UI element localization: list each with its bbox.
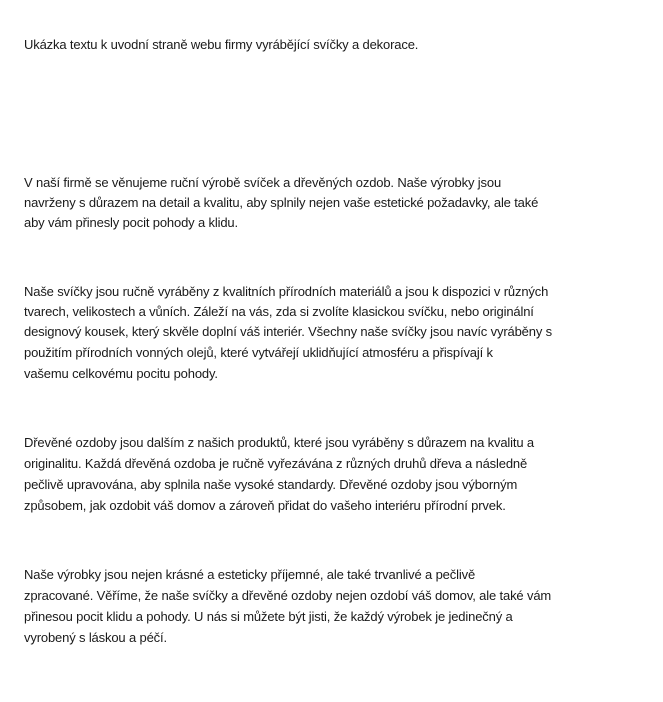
- paragraph-line: pečlivě upravována, aby splnila naše vysoké standardy. Dřevěné ozdoby jsou výborným: [24, 477, 518, 492]
- paragraph-line: způsobem, jak ozdobit váš domov a zároveň přidat do vašeho interiéru přírodní prvek.: [24, 498, 506, 513]
- paragraph-line: Dřevěné ozdoby jsou dalším z našich produktů, které jsou vyráběny s důrazem na kvalitu a: [24, 435, 534, 450]
- paragraph-line: tvarech, velikostech a vůních. Záleží na vás, zda si zvolíte klasickou svíčku, nebo originální: [24, 304, 534, 319]
- paragraph-line: designový kousek, který skvěle doplní váš interiér. Všechny naše svíčky jsou navíc vyráběny s: [24, 324, 552, 339]
- paragraph-line: vašemu celkovému pocitu pohody.: [24, 366, 218, 381]
- paragraph-line: Naše svíčky jsou ručně vyráběny z kvalitních přírodních materiálů a jsou k dispozici v různých: [24, 284, 549, 299]
- document-title: Ukázka textu k uvodní straně webu firmy vyrábějící svíčky a dekorace.: [24, 37, 419, 52]
- paragraph-line: vyrobený s láskou a péčí.: [24, 630, 167, 645]
- paragraph-line: originalitu. Každá dřevěná ozdoba je ručně vyřezávána z různých druhů dřeva a následně: [24, 456, 528, 471]
- paragraph-line: navrženy s důrazem na detail a kvalitu, aby splnily nejen vaše estetické požadavky, ale také: [24, 195, 539, 210]
- paragraph-line: přinesou pocit klidu a pohody. U nás si můžete být jisti, že každý výrobek je jedinečný a: [24, 609, 513, 624]
- paragraph-line: V naší firmě se věnujeme ruční výrobě svíček a dřevěných ozdob. Naše výrobky jsou: [24, 175, 502, 190]
- paragraph-line: použitím přírodních vonných olejů, které vytvářejí uklidňující atmosféru a přispívají k: [24, 345, 493, 360]
- paragraph-line: Naše výrobky jsou nejen krásné a esteticky příjemné, ale také trvanlivé a pečlivě: [24, 567, 476, 582]
- paragraph-line: zpracované. Věříme, že naše svíčky a dřevěné ozdoby nejen ozdobí váš domov, ale také vám: [24, 588, 552, 603]
- paragraph-line: aby vám přinesly pocit pohody a klidu.: [24, 215, 238, 230]
